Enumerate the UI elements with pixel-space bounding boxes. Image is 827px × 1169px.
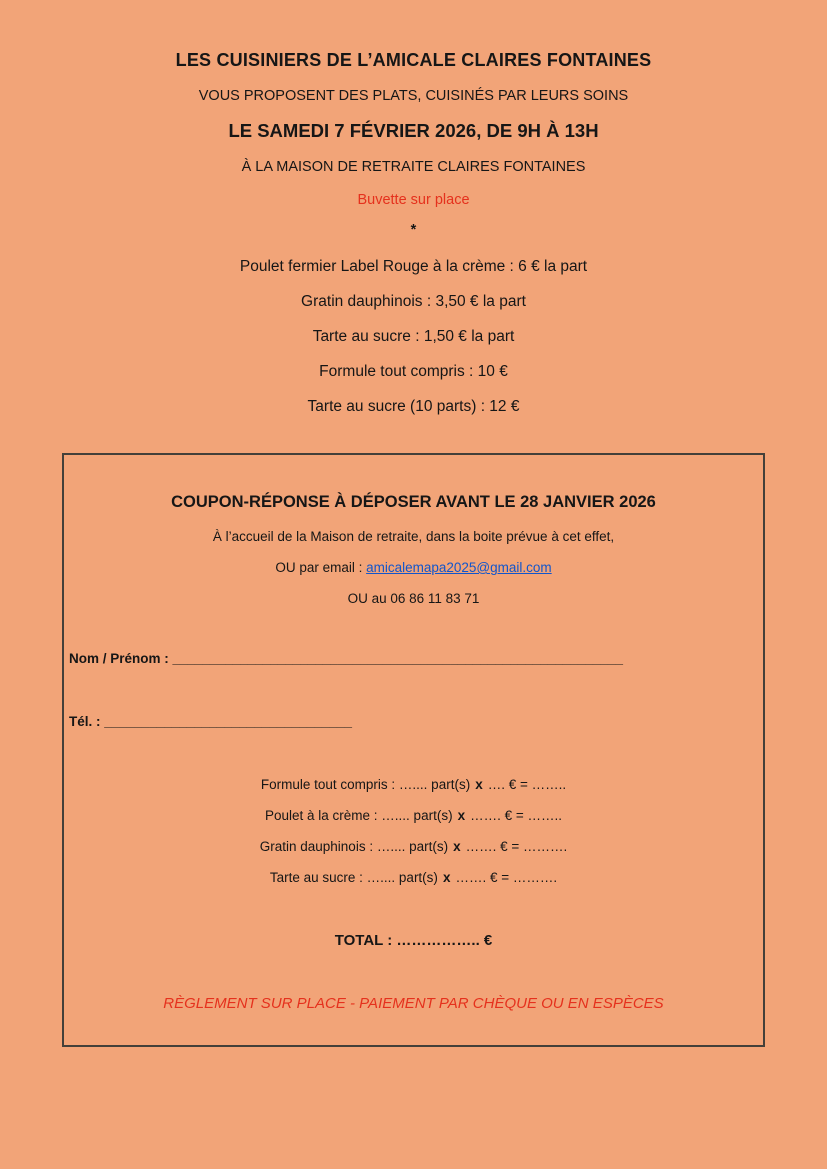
order-line-prefix: Poulet à la crème : ….... part(s) bbox=[265, 808, 453, 823]
coupon-email-line bbox=[69, 560, 758, 575]
order-line-prefix: Formule tout compris : ….... part(s) bbox=[260, 777, 471, 792]
order-line-tarte bbox=[69, 869, 758, 887]
order-line-suffix: ……. € = …….. bbox=[470, 808, 562, 823]
multiply-x: x bbox=[475, 777, 483, 792]
buvette-note: Buvette sur place bbox=[357, 192, 470, 208]
coupon-box bbox=[62, 453, 765, 1047]
coupon-title: COUPON-RÉPONSE À DÉPOSER AVANT LE 28 JANVIER 2026 bbox=[171, 493, 656, 511]
subtitle: VOUS PROPOSENT DES PLATS, CUISINÉS PAR LEURS SOINS bbox=[198, 88, 629, 104]
menu-item-poulet: Poulet fermier Label Rouge à la crème : 6 € la part bbox=[239, 258, 588, 275]
event-date: LE SAMEDI 7 FÉVRIER 2026, DE 9H À 13H bbox=[228, 120, 599, 141]
separator-star: * bbox=[410, 222, 417, 238]
menu-item-tarte-10-parts: Tarte au sucre (10 parts) : 12 € bbox=[307, 398, 520, 415]
order-line-suffix: …. € = …….. bbox=[487, 777, 567, 792]
order-line-poulet bbox=[69, 807, 758, 825]
page-title: LES CUISINIERS DE L’AMICALE CLAIRES FONTAINES bbox=[175, 50, 652, 70]
menu-list bbox=[0, 258, 827, 416]
event-location: À LA MAISON DE RETRAITE CLAIRES FONTAINES bbox=[241, 159, 586, 175]
multiply-x: x bbox=[442, 870, 451, 885]
order-line-formule bbox=[69, 776, 758, 794]
order-line-prefix: Gratin dauphinois : ….... part(s) bbox=[259, 839, 449, 854]
multiply-x: x bbox=[453, 839, 461, 854]
multiply-x: x bbox=[457, 808, 466, 823]
order-line-suffix: ……. € = ………. bbox=[465, 839, 568, 854]
order-line-gratin bbox=[69, 838, 758, 856]
coupon-phone-line: OU au 06 86 11 83 71 bbox=[347, 591, 480, 606]
order-line-suffix: ……. € = ………. bbox=[455, 870, 558, 885]
payment-note: RÈGLEMENT SUR PLACE - PAIEMENT PAR CHÈQUE OU EN ESPÈCES bbox=[163, 995, 664, 1012]
name-fill-line: ____________________________________________________________ bbox=[172, 651, 623, 666]
total-line: TOTAL : …………….. € bbox=[334, 932, 493, 949]
tel-fill-line: _________________________________ bbox=[104, 714, 353, 729]
menu-item-tarte: Tarte au sucre : 1,50 € la part bbox=[312, 328, 515, 345]
email-prefix: OU par email : bbox=[275, 560, 367, 575]
menu-item-formule: Formule tout compris : 10 € bbox=[319, 363, 508, 380]
order-lines bbox=[69, 776, 758, 887]
tel-label: Tél. : bbox=[69, 714, 105, 729]
coupon-dropoff-line: À l’accueil de la Maison de retraite, dans la boite prévue à cet effet, bbox=[212, 529, 615, 544]
menu-item-gratin: Gratin dauphinois : 3,50 € la part bbox=[301, 293, 526, 310]
order-line-prefix: Tarte au sucre : ….... part(s) bbox=[269, 870, 438, 885]
email-link[interactable]: amicalemapa2025@gmail.com bbox=[366, 560, 552, 575]
name-label: Nom / Prénom : bbox=[69, 651, 173, 666]
tel-field-row bbox=[69, 714, 758, 730]
name-field-row bbox=[69, 651, 758, 667]
